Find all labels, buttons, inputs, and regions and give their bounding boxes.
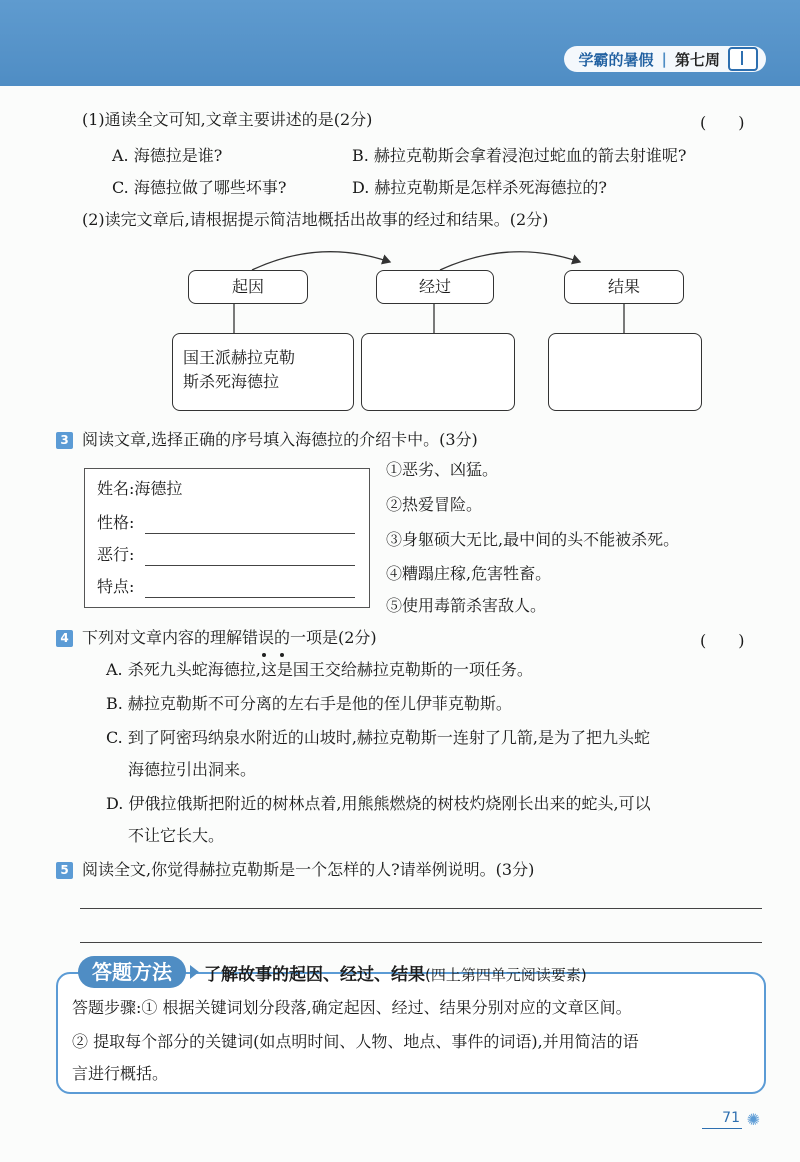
cause-content-box bbox=[172, 333, 354, 411]
q2-option-b: B. 赫拉克勒斯会拿着浸泡过蛇血的箭去射谁呢? bbox=[352, 146, 687, 165]
q3-stem: 阅读文章,选择正确的序号填入海德拉的介绍卡中。(3分) bbox=[82, 430, 478, 449]
emphasis-dot bbox=[280, 653, 284, 657]
card-trait-label: 性格: bbox=[97, 513, 135, 532]
card-deeds-line[interactable] bbox=[145, 565, 355, 566]
cause-text-line1: 国王派赫拉克勒 bbox=[183, 348, 296, 367]
q5-answer-line-2[interactable] bbox=[80, 942, 762, 943]
q3-choice-4: ④糟蹋庄稼,危害牲畜。 bbox=[386, 564, 552, 583]
q3-choice-2: ②热爱冒险。 bbox=[386, 495, 483, 514]
q4-number-badge: 4 bbox=[56, 630, 73, 647]
process-answer-box[interactable] bbox=[361, 333, 515, 411]
card-name: 姓名:海德拉 bbox=[97, 479, 183, 498]
q4-stem: 下列对文章内容的理解错误的一项是(2分) bbox=[82, 628, 377, 647]
q4-option-c-line1: C. 到了阿密玛纳泉水附近的山坡时,赫拉克勒斯一连射了几箭,是为了把九头蛇 bbox=[106, 728, 651, 747]
result-label-box: 结果 bbox=[564, 270, 684, 304]
emphasis-dot bbox=[262, 653, 266, 657]
header-tag: 学霸的暑假 | 第七周 bbox=[564, 46, 766, 72]
tip-title-main: 了解故事的起因、经过、结果 bbox=[204, 965, 425, 985]
card-feature-line[interactable] bbox=[145, 597, 355, 598]
brand-label: 学霸的暑假 bbox=[578, 50, 654, 69]
answer-method-box bbox=[56, 972, 766, 1094]
card-deeds-label: 恶行: bbox=[97, 545, 135, 564]
tip-title-sub: (四上第四单元阅读要素) bbox=[425, 966, 587, 984]
result-answer-box[interactable] bbox=[548, 333, 702, 411]
q5-number-badge: 5 bbox=[56, 862, 73, 879]
q2-part1-answer-paren[interactable]: ( ) bbox=[700, 113, 745, 132]
q2-option-d: D. 赫拉克勒斯是怎样杀死海德拉的? bbox=[352, 178, 608, 197]
sun-icon: ✺ bbox=[746, 1110, 760, 1129]
tip-line-2: ② 提取每个部分的关键词(如点明时间、人物、地点、事件的词语),并用简洁的语 bbox=[72, 1032, 639, 1051]
play-arrow-icon bbox=[190, 965, 199, 979]
page-number-underline bbox=[702, 1128, 742, 1129]
q3-choice-5: ⑤使用毒箭杀害敌人。 bbox=[386, 596, 547, 615]
q4-option-a: A. 杀死九头蛇海德拉,这是国王交给赫拉克勒斯的一项任务。 bbox=[106, 660, 533, 679]
q5-stem: 阅读全文,你觉得赫拉克勒斯是一个怎样的人?请举例说明。(3分) bbox=[82, 860, 535, 879]
q5-answer-line-1[interactable] bbox=[80, 908, 762, 909]
q3-choice-1: ①恶劣、凶猛。 bbox=[386, 460, 499, 479]
tip-line-3: 言进行概括。 bbox=[72, 1064, 169, 1083]
cause-text-line2: 斯杀死海德拉 bbox=[183, 372, 280, 391]
tip-badge: 答题方法 bbox=[78, 956, 186, 988]
q2-option-c: C. 海德拉做了哪些坏事? bbox=[112, 178, 287, 197]
q2-part2-stem: (2)读完文章后,请根据提示简洁地概括出故事的经过和结果。(2分) bbox=[82, 210, 549, 229]
card-feature-label: 特点: bbox=[97, 577, 135, 596]
tip-title bbox=[204, 960, 587, 985]
hydra-intro-card bbox=[84, 468, 370, 608]
q4-option-b: B. 赫拉克勒斯不可分离的左右手是他的侄儿伊菲克勒斯。 bbox=[106, 694, 512, 713]
q4-answer-paren[interactable]: ( ) bbox=[700, 631, 745, 650]
process-label-box: 经过 bbox=[376, 270, 494, 304]
tip-line-1: 答题步骤:① 根据关键词划分段落,确定起因、经过、结果分别对应的文章区间。 bbox=[72, 998, 632, 1017]
q3-choice-3: ③身躯硕大无比,最中间的头不能被杀死。 bbox=[386, 530, 680, 549]
q2-option-a: A. 海德拉是谁? bbox=[112, 146, 223, 165]
q2-part1-stem: (1)通读全文可知,文章主要讲述的是(2分) bbox=[82, 110, 373, 129]
card-trait-line[interactable] bbox=[145, 533, 355, 534]
cause-label-box: 起因 bbox=[188, 270, 308, 304]
q4-option-d-line1: D. 伊俄拉俄斯把附近的树林点着,用熊熊燃烧的树枝灼烧刚长出来的蛇头,可以 bbox=[106, 794, 651, 813]
week-label: 第七周 bbox=[674, 50, 720, 69]
q4-option-c-line2: 海德拉引出洞来。 bbox=[128, 760, 257, 779]
page-number: 71 bbox=[722, 1110, 740, 1126]
q3-number-badge: 3 bbox=[56, 432, 73, 449]
q4-option-d-line2: 不让它长大。 bbox=[128, 826, 225, 845]
